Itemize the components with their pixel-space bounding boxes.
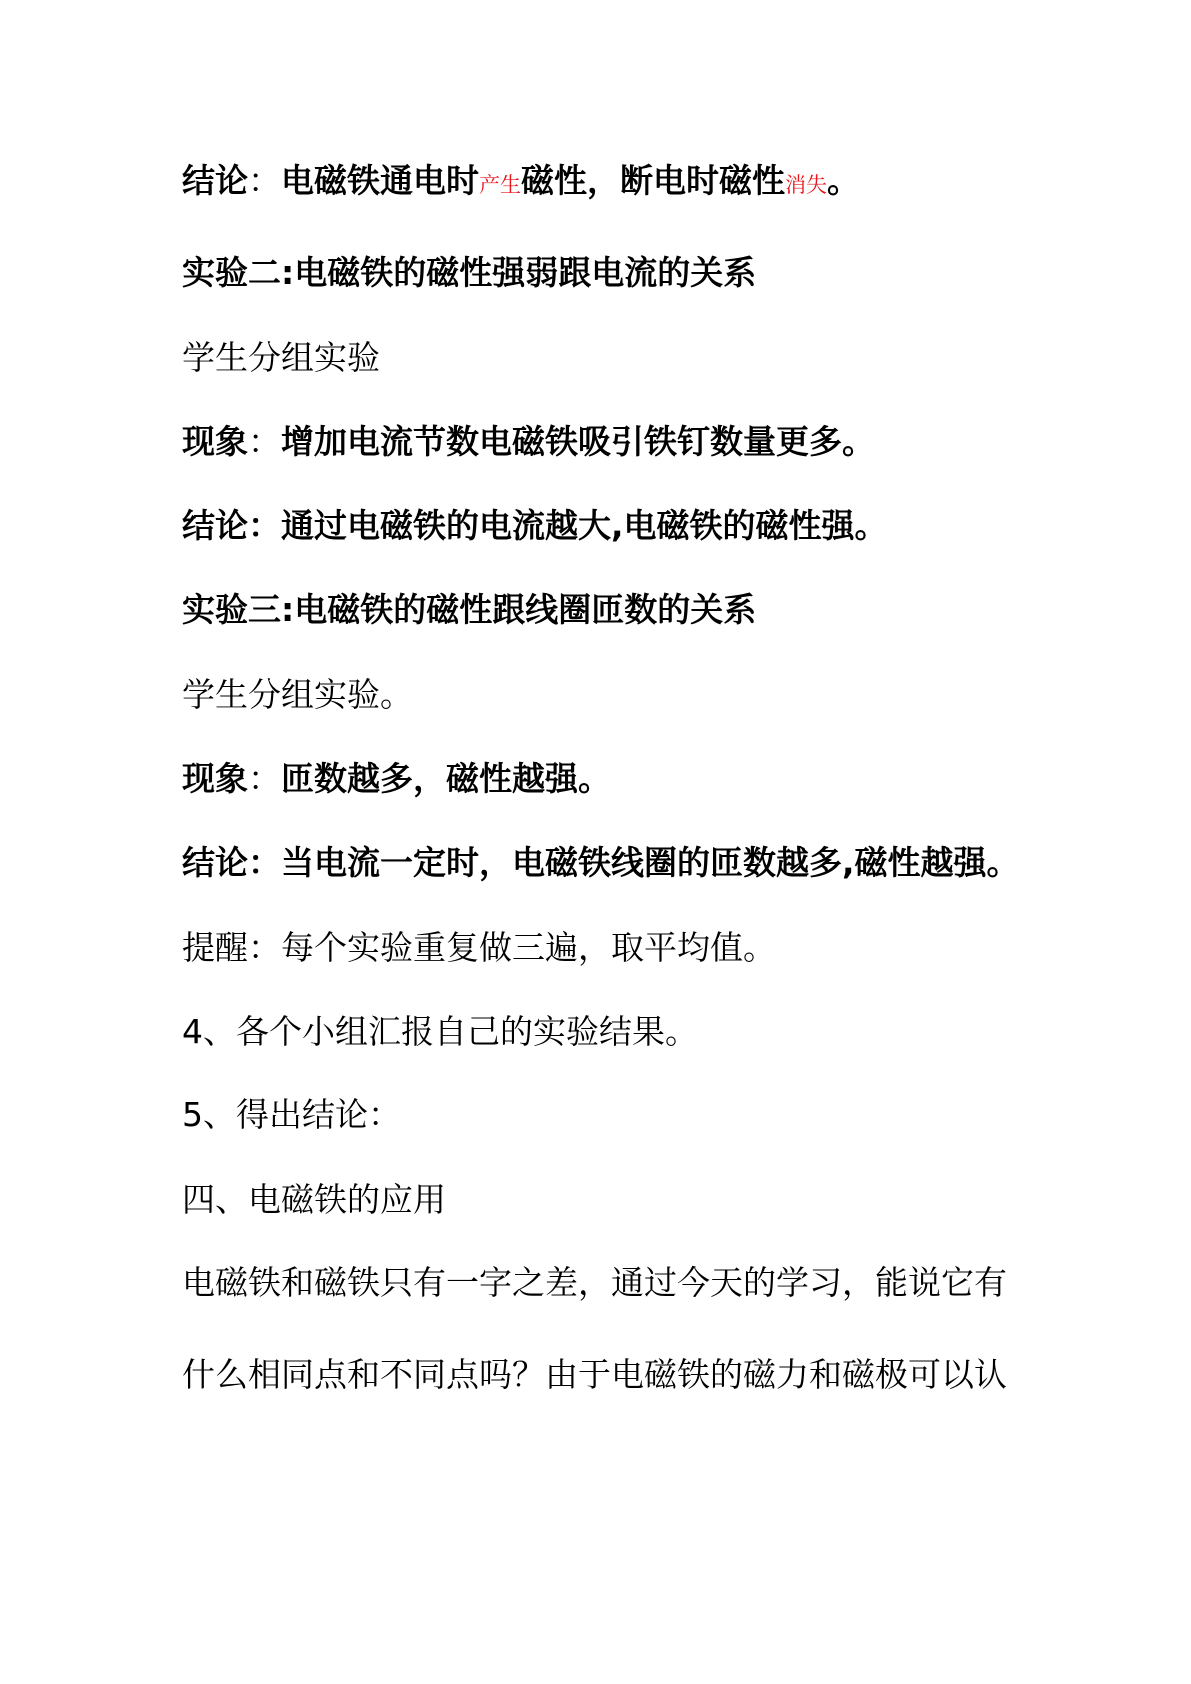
colon-separator: ： <box>248 759 281 798</box>
red-annotation-produce: 产生 <box>479 173 521 197</box>
reminder-text: 提醒：每个实验重复做三遍，取平均值。 <box>182 928 776 967</box>
conclusion-text-part-1: 电磁铁通电时 <box>281 161 479 200</box>
phenomenon-text: 增加电流节数电磁铁吸引铁钉数量更多。 <box>281 422 875 461</box>
group-experiment-text-1: 学生分组实验 <box>182 338 380 377</box>
conclusion-line-1 <box>182 159 1082 207</box>
phenomenon-line-2 <box>182 757 1082 801</box>
phenomenon-label: 现象 <box>182 759 248 798</box>
step-4-text: 4、各个小组汇报自己的实验结果。 <box>182 1012 698 1051</box>
phenomenon-label: 现象 <box>182 422 248 461</box>
step-5-text: 5、得出结论： <box>182 1095 401 1134</box>
conclusion-label: 结论 <box>182 161 248 200</box>
section-4-heading: 四、电磁铁的应用 <box>182 1180 446 1219</box>
colon-separator: ： <box>248 422 281 461</box>
conclusion-text-part-2: 磁性，断电时磁性 <box>521 161 785 200</box>
red-annotation-disappear: 消失 <box>785 173 827 197</box>
phenomenon-text: 匝数越多，磁性越强。 <box>281 759 611 798</box>
colon-separator: ： <box>248 161 281 200</box>
phenomenon-line-1 <box>182 420 1082 464</box>
experiment-2-heading: 实验二:电磁铁的磁性强弱跟电流的关系 <box>182 253 757 292</box>
experiment-3-heading: 实验三:电磁铁的磁性跟线圈匝数的关系 <box>182 590 757 629</box>
conclusion-line-3: 结论：当电流一定时，电磁铁线圈的匝数越多,磁性越强。 <box>182 843 1020 882</box>
paragraph-line-2: 什么相同点和不同点吗？由于电磁铁的磁力和磁极可以认 <box>182 1355 1007 1394</box>
paragraph-line-1: 电磁铁和磁铁只有一字之差，通过今天的学习，能说它有 <box>182 1263 1007 1302</box>
conclusion-line-2: 结论：通过电磁铁的电流越大,电磁铁的磁性强。 <box>182 506 888 545</box>
conclusion-text-part-3: 。 <box>827 161 860 200</box>
group-experiment-text-2: 学生分组实验。 <box>182 675 413 714</box>
